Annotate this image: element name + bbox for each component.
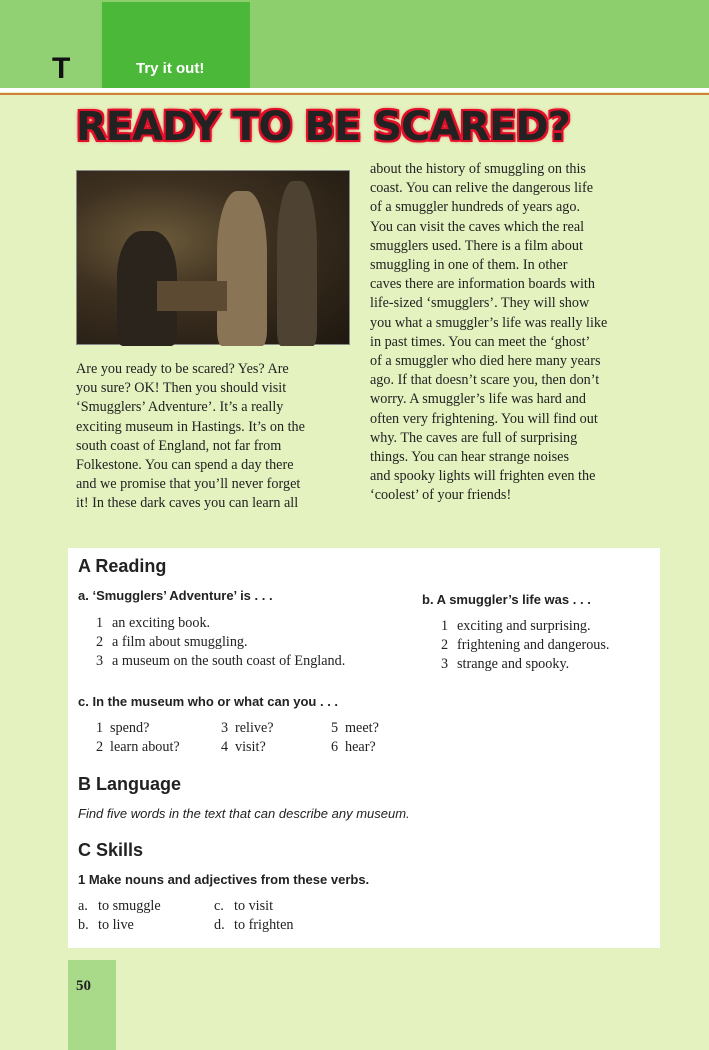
skills-heading: C Skills (78, 840, 144, 860)
article-left-column (76, 360, 356, 514)
divider (0, 88, 709, 92)
option-text: spend? (110, 720, 150, 736)
article-line: Are you ready to be scared? Yes? Are (76, 361, 289, 377)
skills-task: 1 Make nouns and adjectives from these verbs. (78, 872, 370, 887)
option-item (214, 897, 344, 916)
article-line: ago. If that doesn’t scare you, then don’t (370, 372, 600, 389)
smugglers-photo (76, 170, 350, 345)
option-number: 1 (96, 615, 104, 631)
reading-heading: A Reading (78, 556, 167, 576)
article-right-column (370, 160, 660, 506)
option-text: to smuggle (98, 898, 161, 914)
language-heading: B Language (78, 774, 182, 794)
option-text: hear? (345, 739, 376, 755)
question-b-options (441, 617, 609, 674)
option-item (96, 633, 345, 652)
option-text: a museum on the south coast of England. (112, 653, 346, 669)
page-number: 50 (76, 978, 91, 994)
option-item (221, 719, 331, 738)
article-line: of a smuggler who died here many years (370, 353, 601, 370)
article-line: it! In these dark caves you can learn all (76, 495, 299, 512)
option-item (331, 719, 421, 738)
option-number: 4 (221, 739, 229, 755)
question-c-options (96, 719, 421, 757)
article-line: ‘Smugglers’ Adventure’. It’s a really (76, 399, 284, 416)
article-line: You can visit the caves which the real (370, 218, 585, 235)
option-item (96, 614, 345, 633)
option-number: 3 (221, 720, 229, 736)
option-item (78, 916, 214, 935)
article-line: ‘coolest’ of your friends! (370, 487, 512, 504)
article-line: coast. You can relive the dangerous life (370, 180, 593, 197)
option-number: 2 (441, 637, 449, 653)
option-item (96, 719, 221, 738)
article-line: life-sized ‘smugglers’. They will show (370, 295, 590, 312)
article-line: about the history of smuggling on this (370, 161, 586, 177)
article-line: Folkestone. You can spend a day there (76, 457, 294, 474)
option-number: 2 (96, 739, 104, 755)
option-text: to visit (234, 898, 274, 914)
option-number: 2 (96, 634, 104, 650)
question-a-options (96, 614, 345, 671)
option-number: 3 (96, 653, 104, 669)
skills-verbs (78, 897, 344, 935)
option-number: c. (214, 898, 224, 914)
option-number: b. (78, 917, 89, 933)
section-label: Try it out! (136, 60, 205, 77)
option-text: exciting and surprising. (457, 618, 591, 634)
option-text: meet? (345, 720, 379, 736)
page-title: READY TO BE SCARED? (76, 104, 570, 150)
section-tab (102, 2, 250, 88)
section-cell (0, 0, 100, 88)
option-text: strange and spooky. (457, 656, 570, 672)
option-number: 3 (441, 656, 449, 672)
option-item (214, 916, 344, 935)
divider (0, 93, 709, 95)
option-item (78, 897, 214, 916)
article-line: in past times. You can meet the ‘ghost’ (370, 333, 591, 350)
option-text: relive? (235, 720, 274, 736)
question-a: a. ‘Smugglers’ Adventure’ is . . . (78, 588, 273, 603)
option-number: d. (214, 917, 225, 933)
article-line: why. The caves are full of surprising (370, 429, 578, 446)
article-line: and spooky lights will frighten even the (370, 468, 596, 485)
option-text: visit? (235, 739, 266, 755)
option-text: frightening and dangerous. (457, 637, 610, 653)
section-letter: T (52, 52, 71, 85)
article-line: smuggling in one of them. In other (370, 257, 568, 274)
article-line: caves there are information boards with (370, 276, 595, 293)
option-item (441, 617, 609, 636)
option-item (441, 636, 609, 655)
option-item (96, 652, 345, 671)
option-number: 1 (441, 618, 449, 634)
question-c: c. In the museum who or what can you . . . (78, 694, 339, 709)
language-instruction: Find five words in the text that can describe any museum. (78, 806, 410, 821)
article-line: often very frightening. You will find out (370, 410, 598, 427)
option-item (441, 655, 609, 674)
option-text: a film about smuggling. (112, 634, 248, 650)
option-text: an exciting book. (112, 615, 211, 631)
option-text: to frighten (234, 917, 294, 933)
option-text: to live (98, 917, 134, 933)
article-line: you what a smuggler’s life was really like (370, 314, 608, 331)
option-text: learn about? (110, 739, 180, 755)
article-line: things. You can hear strange noises (370, 449, 569, 466)
option-item (221, 738, 331, 757)
option-number: 6 (331, 739, 339, 755)
option-number: 1 (96, 720, 104, 736)
article-line: and we promise that you’ll never forget (76, 476, 301, 493)
article-line: worry. A smuggler’s life was hard and (370, 391, 586, 408)
option-number: a. (78, 898, 88, 914)
option-item (331, 738, 421, 757)
article-line: south coast of England, not far from (76, 437, 282, 454)
article-line: smugglers used. There is a film about (370, 237, 583, 254)
page-tab (68, 960, 116, 1050)
article-line: you sure? OK! Then you should visit (76, 380, 287, 397)
article-line: of a smuggler hundreds of years ago. (370, 199, 580, 216)
option-number: 5 (331, 720, 339, 736)
article-line: exciting museum in Hastings. It’s on the (76, 418, 305, 435)
option-item (96, 738, 221, 757)
question-b: b. A smuggler’s life was . . . (422, 592, 591, 607)
